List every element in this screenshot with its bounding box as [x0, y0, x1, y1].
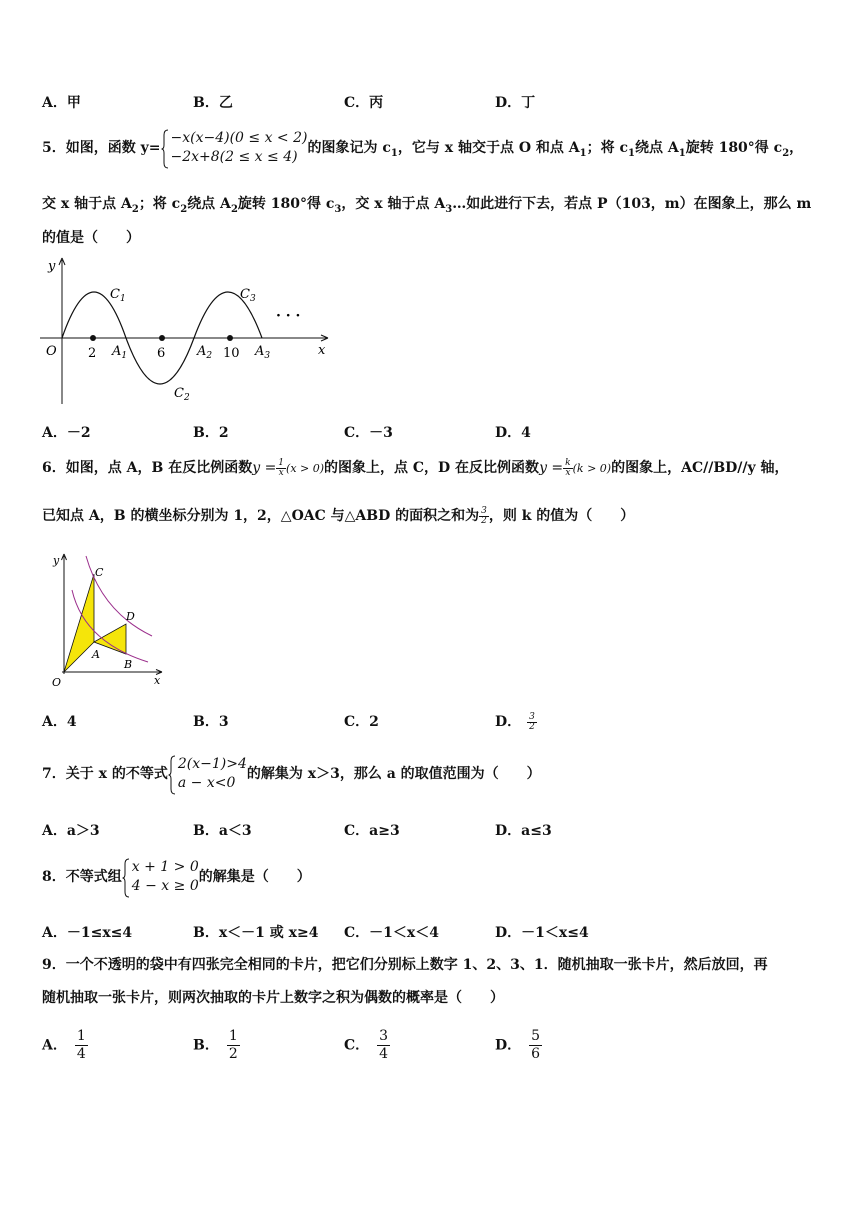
q7-option-d[interactable]: D．a≤3	[495, 823, 552, 839]
label-a1: $A_1$	[112, 344, 128, 361]
q6-line1: 6．如图，点 A，B 在反比例函数y = $\frac{1}{x}$ (x > 0)的图象上，点 C，D 在反比例函数y = $\frac{k}{x}$ (k > 0)的图象上，AC//BD//y 轴，	[42, 457, 789, 478]
label-a3: $A_3$	[255, 344, 271, 361]
point-6	[159, 335, 165, 341]
q4-option-b[interactable]: B．乙	[193, 95, 233, 111]
continuation-dots: · · ·	[276, 308, 301, 324]
q5-option-c[interactable]: C．－3	[344, 425, 393, 441]
q7-system: 2(x−1)>4 a − x<0	[168, 755, 247, 793]
q7-option-a[interactable]: A．a＞3	[42, 823, 100, 839]
tick-10: 10	[223, 346, 240, 361]
q6-option-d-fraction: $\frac{3}{2}$	[529, 711, 535, 732]
x-axis-label: x	[154, 674, 161, 687]
label-c3: $C_3$	[240, 287, 256, 304]
origin-label: O	[46, 344, 57, 359]
brace-icon	[122, 858, 130, 898]
q6-figure	[44, 550, 168, 692]
label-a: A	[92, 648, 100, 661]
q8-number: 8．	[42, 869, 66, 885]
q9-option-b[interactable]: B． $\frac{1}{2}$	[193, 1028, 238, 1062]
q9-option-d[interactable]: D． $\frac{5}{6}$	[495, 1028, 541, 1062]
q8-line: 8．不等式组 x + 1 > 0 4 − x ≥ 0 的解集是（ ）	[42, 858, 311, 896]
q6-option-a[interactable]: A．4	[42, 714, 77, 730]
q9-option-b-fraction: $\frac{1}{2}$	[228, 1028, 238, 1062]
q5-piecewise: −x(x−4)(0 ≤ x < 2) −2x+8(2 ≤ x ≤ 4)	[161, 129, 308, 167]
q5-figure	[36, 254, 336, 408]
q8-option-b[interactable]: B．x＜－1 或 x≥4	[193, 925, 319, 941]
q9-option-a[interactable]: A． $\frac{1}{4}$	[42, 1028, 86, 1062]
point-10	[227, 335, 233, 341]
q6-fraction-1-over-x: $\frac{1}{x}$	[278, 457, 285, 478]
q8-option-d[interactable]: D．－1＜x≤4	[495, 925, 589, 941]
q7-number: 7．	[42, 766, 66, 782]
label-a2: $A_2$	[197, 344, 213, 361]
q5-line1: 5．如图，函数 y= −x(x−4)(0 ≤ x < 2) −2x+8(2 ≤ x ≤ 4) 的图象记为 $c_1$，它与 x 轴交于点 O 和点 $A_1$；将 $c_1$绕点 $A_1$旋转 180°得 $c_2$，	[42, 129, 803, 167]
q4-option-c[interactable]: C．丙	[344, 95, 384, 111]
q5-line3: 的值是（ ）	[42, 230, 140, 246]
q5-option-a[interactable]: A．－2	[42, 425, 91, 441]
origin-label: O	[52, 676, 62, 689]
y-axis-label: y	[53, 554, 60, 567]
q7-option-b[interactable]: B．a＜3	[193, 823, 252, 839]
label-c1: $C_1$	[110, 287, 126, 304]
q7-option-c[interactable]: C．a≥3	[344, 823, 400, 839]
x-axis-label: x	[318, 343, 326, 358]
q9-option-c-fraction: $\frac{3}{4}$	[379, 1028, 389, 1062]
label-d: D	[126, 610, 135, 623]
q8-system: x + 1 > 0 4 − x ≥ 0	[122, 858, 199, 896]
q6-fraction-k-over-x: $\frac{k}{x}$	[565, 457, 571, 478]
brace-icon	[168, 755, 176, 795]
q9-line1: 9．一个不透明的袋中有四张完全相同的卡片，把它们分别标上数字 1、2、3、1．随机抽取一张卡片，然后放回，再	[42, 957, 768, 973]
q8-option-a[interactable]: A．－1≤x≤4	[42, 925, 133, 941]
q5-option-d[interactable]: D．4	[495, 425, 531, 441]
q9-option-a-fraction: $\frac{1}{4}$	[76, 1028, 86, 1062]
label-c: C	[95, 566, 104, 579]
q4-option-d[interactable]: D．丁	[495, 95, 536, 111]
triangle-oac	[64, 574, 94, 672]
tick-2: 2	[88, 346, 97, 361]
q6-option-d[interactable]: D． $\frac{3}{2}$	[495, 711, 535, 732]
point-2	[90, 335, 96, 341]
q6-number: 6．	[42, 460, 66, 476]
q9-option-d-fraction: $\frac{5}{6}$	[531, 1028, 541, 1062]
q5-option-b[interactable]: B．2	[193, 425, 229, 441]
label-b: B	[124, 658, 133, 671]
q6-option-b[interactable]: B．3	[193, 714, 229, 730]
label-c2: $C_2$	[174, 386, 190, 403]
q5-line2: 交 x 轴于点 $A_2$；将 $c_2$绕点 $A_2$旋转 180°得 $c_3$，交 x 轴于点 $A_3\dots$如此进行下去，若点 P（103，m）在图象上，那么 m	[42, 196, 812, 215]
q6-fraction-three-halves: $\frac{3}{2}$	[481, 505, 487, 526]
q4-option-a[interactable]: A．甲	[42, 95, 81, 111]
q7-line: 7．关于 x 的不等式 2(x−1)>4 a − x<0 的解集为 x＞3，那么 a 的取值范围为（ ）	[42, 755, 541, 793]
q9-option-c[interactable]: C． $\frac{3}{4}$	[344, 1028, 389, 1062]
y-axis-label: y	[48, 259, 56, 274]
q9-line2: 随机抽取一张卡片，则两次抽取的卡片上数字之积为偶数的概率是（ ）	[42, 990, 504, 1006]
q5-number: 5．	[42, 140, 66, 156]
tick-6: 6	[157, 346, 166, 361]
q6-option-c[interactable]: C．2	[344, 714, 379, 730]
curve-c2	[126, 338, 194, 384]
brace-icon	[161, 129, 169, 169]
q6-line2: 已知点 A，B 的横坐标分别为 1，2，△OAC 与△ABD 的面积之和为 $\frac{3}{2}$ ，则 k 的值为（ ）	[42, 505, 635, 526]
q8-option-c[interactable]: C．－1＜x＜4	[344, 925, 439, 941]
